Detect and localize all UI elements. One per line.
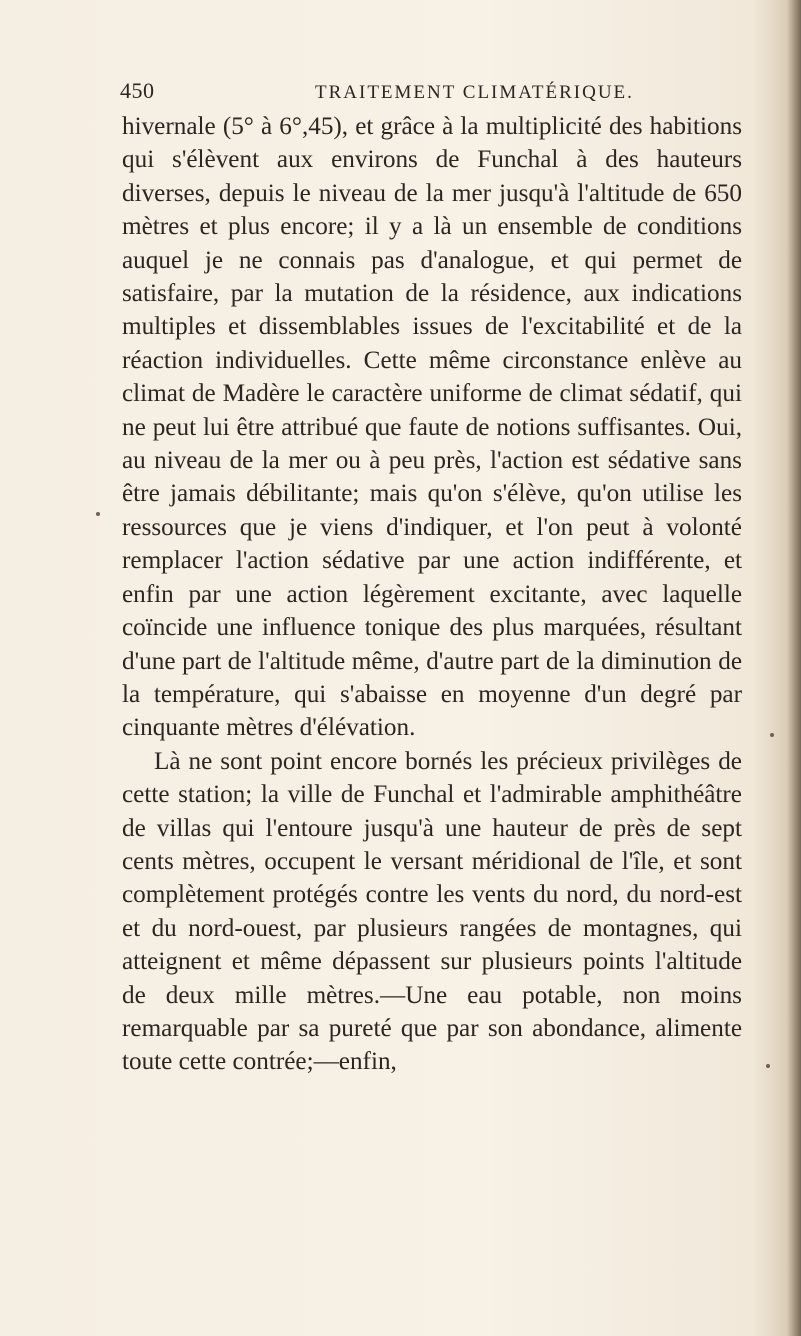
body-text — [122, 110, 742, 1079]
page-number: 450 — [120, 78, 155, 103]
page-header — [120, 78, 760, 108]
paragraph-1: hivernale (5° à 6°,45), et grâce à la multiplicité des habitions qui s'élèvent aux environs de Funchal à des hauteurs diverses, depuis le niveau de la mer jusqu'à l'altitude de 650 mètres et plus encore; il y a là un ensemble de conditions auquel je ne connais pas d'analogue, et qui permet de satisfaire, par la mutation de la résidence, aux indications multiples et dissemblables issues de l'excitabilité et de la réaction individuelles. Cette même circonstance enlève au climat de Madère le caractère uniforme de climat sédatif, qui ne peut lui être attribué que faute de notions suffisantes. Oui, au niveau de la mer ou à peu près, l'action est sédative sans être jamais débilitante; mais qu'on s'élève, qu'on utilise les ressources que je viens d'indiquer, et l'on peut à volonté remplacer l'action sédative par une action indifférente, et enfin par une action légèrement excitante, avec laquelle coïncide une influence tonique des plus marquées, résultant d'une part de l'altitude même, d'autre part de la diminution de la température, qui s'abaisse en moyenne d'un degré par cinquante mètres d'élévation. — [122, 113, 742, 742]
margin-speck — [770, 733, 774, 737]
running-title: TRAITEMENT CLIMATÉRIQUE. — [315, 82, 634, 103]
margin-speck — [766, 1064, 770, 1068]
page-spine-shadow — [787, 0, 801, 1336]
margin-speck — [96, 512, 100, 516]
paragraph-2: Là ne sont point encore bornés les précieux privilèges de cette station; la ville de Funchal et l'admirable amphithéâtre de villas qui l'entoure jusqu'à une hauteur de près de sept cents mètres, occupent le versant méridional de l'île, et sont complètement protégés contre les vents du nord, du nord-est et du nord-ouest, par plusieurs rangées de montagnes, qui atteignent et même dépassent sur plusieurs points l'altitude de deux mille mètres.—Une eau potable, non moins remarquable par sa pureté que par son abondance, alimente toute cette contrée;—enfin, — [122, 747, 742, 1076]
